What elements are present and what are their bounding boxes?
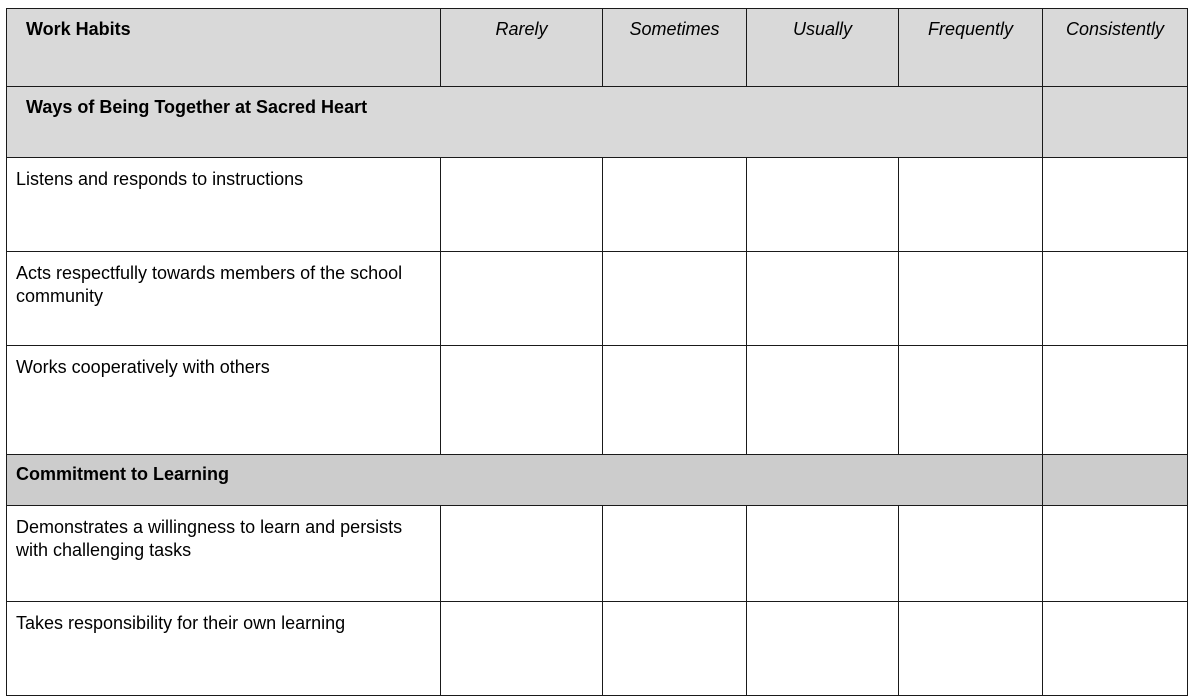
rating-cell-consistently[interactable] <box>1043 158 1188 252</box>
habit-label: Demonstrates a willingness to learn and persists with challenging tasks <box>7 506 441 602</box>
rating-cell-consistently[interactable] <box>1043 346 1188 455</box>
section-row <box>7 87 1188 158</box>
rating-cell-sometimes[interactable] <box>603 158 747 252</box>
rating-cell-frequently[interactable] <box>899 158 1043 252</box>
rating-cell-consistently[interactable] <box>1043 602 1188 696</box>
rating-cell-usually[interactable] <box>747 506 899 602</box>
rating-cell-rarely[interactable] <box>441 252 603 346</box>
table-row <box>7 158 1188 252</box>
rating-header-consistently: Consistently <box>1043 9 1188 87</box>
habit-label: Acts respectfully towards members of the school community <box>7 252 441 346</box>
work-habits-heading: Work Habits <box>7 9 441 87</box>
table-row <box>7 602 1188 696</box>
rating-cell-usually[interactable] <box>747 346 899 455</box>
section-empty-cell <box>1043 455 1188 506</box>
rating-cell-consistently[interactable] <box>1043 252 1188 346</box>
table-row <box>7 346 1188 455</box>
rating-cell-frequently[interactable] <box>899 252 1043 346</box>
table-row <box>7 252 1188 346</box>
rating-cell-usually[interactable] <box>747 602 899 696</box>
section-row <box>7 455 1188 506</box>
rating-cell-frequently[interactable] <box>899 506 1043 602</box>
habit-label: Takes responsibility for their own learning <box>7 602 441 696</box>
work-habits-table <box>6 8 1188 696</box>
section-empty-cell <box>1043 87 1188 158</box>
rating-cell-rarely[interactable] <box>441 506 603 602</box>
rating-cell-rarely[interactable] <box>441 602 603 696</box>
habit-label: Listens and responds to instructions <box>7 158 441 252</box>
rating-cell-sometimes[interactable] <box>603 346 747 455</box>
section-heading-ways-of-being: Ways of Being Together at Sacred Heart <box>7 87 1043 158</box>
rating-header-frequently: Frequently <box>899 9 1043 87</box>
rating-cell-rarely[interactable] <box>441 346 603 455</box>
table-row <box>7 506 1188 602</box>
header-row <box>7 9 1188 87</box>
rating-cell-rarely[interactable] <box>441 158 603 252</box>
rating-cell-sometimes[interactable] <box>603 506 747 602</box>
rating-cell-sometimes[interactable] <box>603 602 747 696</box>
rating-cell-consistently[interactable] <box>1043 506 1188 602</box>
rating-cell-usually[interactable] <box>747 158 899 252</box>
rating-header-sometimes: Sometimes <box>603 9 747 87</box>
rating-cell-frequently[interactable] <box>899 346 1043 455</box>
rating-header-rarely: Rarely <box>441 9 603 87</box>
section-heading-commitment-to-learning: Commitment to Learning <box>7 455 1043 506</box>
habit-label: Works cooperatively with others <box>7 346 441 455</box>
rating-cell-frequently[interactable] <box>899 602 1043 696</box>
rating-cell-sometimes[interactable] <box>603 252 747 346</box>
rating-cell-usually[interactable] <box>747 252 899 346</box>
rating-header-usually: Usually <box>747 9 899 87</box>
